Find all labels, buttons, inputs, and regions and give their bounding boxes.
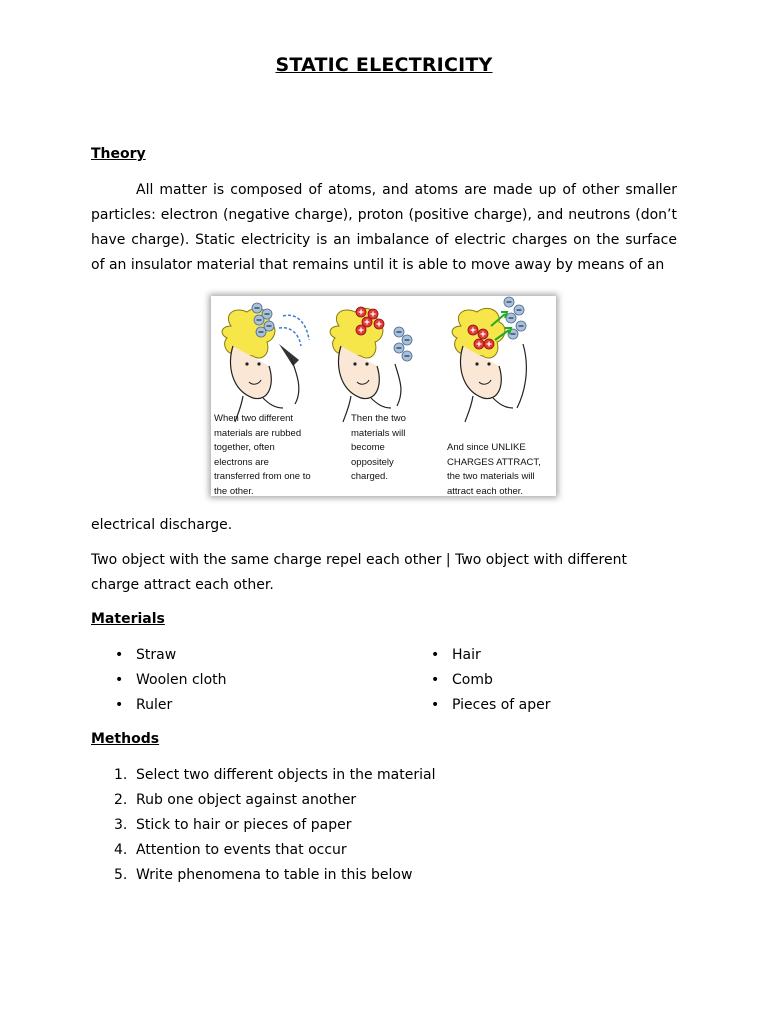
- figure-caption-1: When two different materials are rubbed together, often electrons are transferred from one to the other.: [214, 413, 311, 497]
- list-item: • Pieces of aper: [452, 693, 550, 718]
- materials-list-left: [115, 643, 227, 718]
- method-step: 3. Stick to hair or pieces of paper: [114, 817, 352, 833]
- theory-heading: Theory: [91, 146, 146, 162]
- methods-heading: Methods: [91, 731, 160, 747]
- bullet-icon: •: [115, 647, 124, 663]
- list-item: • Comb: [452, 668, 550, 693]
- bullet-icon: •: [431, 697, 440, 713]
- bullet-icon: •: [115, 697, 124, 713]
- list-item: • Woolen cloth: [136, 668, 227, 693]
- page-title: STATIC ELECTRICITY: [275, 54, 493, 76]
- method-step: 1. Select two different objects in the material: [114, 767, 436, 783]
- materials-list-right: [431, 643, 551, 718]
- list-item: • Ruler: [136, 693, 227, 718]
- list-item: • Hair: [452, 643, 550, 668]
- static-electricity-figure: [211, 296, 556, 496]
- bullet-icon: •: [431, 672, 440, 688]
- materials-heading: Materials: [91, 611, 165, 627]
- bullet-icon: •: [115, 672, 124, 688]
- charge-rule: Two object with the same charge repel each other | Two object with different charge attract each other.: [91, 552, 627, 593]
- method-step: 5. Write phenomena to table in this below: [114, 867, 413, 883]
- theory-paragraph: All matter is composed of atoms, and atoms are made up of other smaller particles: electron (negative charge), proton (positive charge), and neutrons (don’t have charge). Static electricity is an imbalance of electric charges on the surface of an insulator material that remains until it is able to move away by means of an: [91, 182, 677, 273]
- theory-continuation: electrical discharge.: [91, 517, 233, 533]
- bullet-icon: •: [431, 647, 440, 663]
- method-step: 2. Rub one object against another: [114, 792, 357, 808]
- method-step: 4. Attention to events that occur: [114, 842, 347, 858]
- methods-list: [114, 763, 436, 888]
- figure-caption-3: And since UNLIKE CHARGES ATTRACT, the two materials will attract each other.: [447, 442, 541, 497]
- figure-caption-2: Then the two materials will become oppositely charged.: [351, 413, 406, 482]
- list-item: • Straw: [136, 643, 227, 668]
